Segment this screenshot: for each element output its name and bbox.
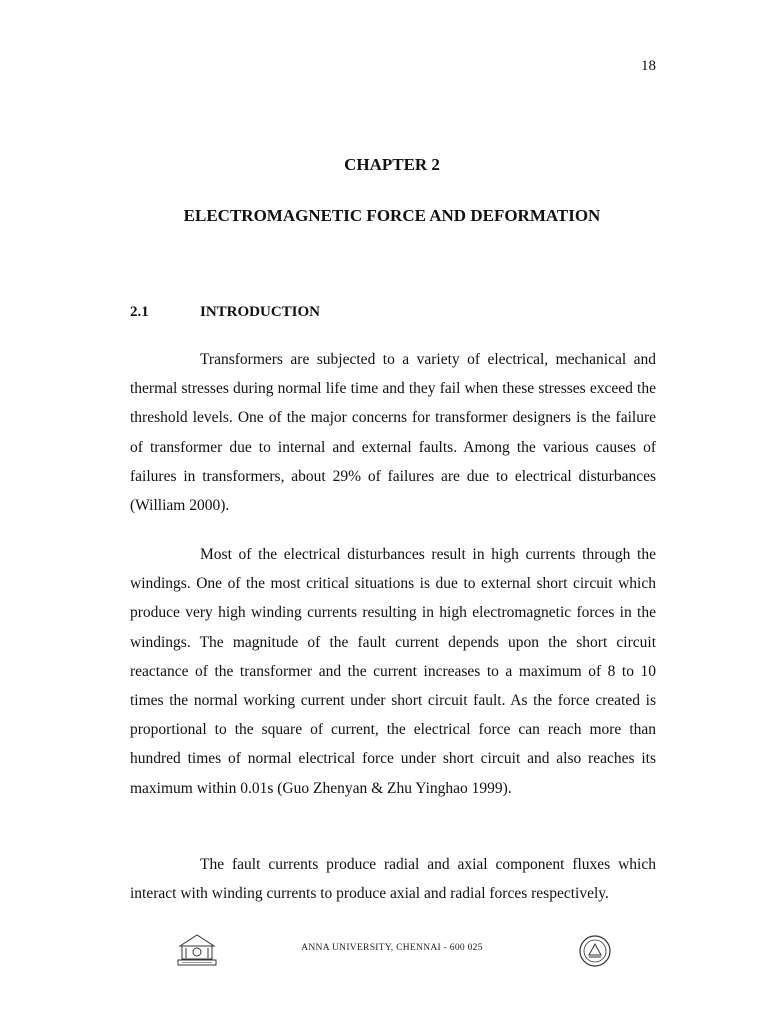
section-number: 2.1 <box>130 304 149 320</box>
page-footer <box>0 932 768 972</box>
section-title: INTRODUCTION <box>200 304 321 320</box>
university-seal-icon <box>578 934 612 973</box>
chapter-title: ELECTROMAGNETIC FORCE AND DEFORMATION <box>183 206 601 225</box>
page-number: 18 <box>641 58 656 74</box>
paragraph-1: Transformers are subjected to a variety of electrical, mechanical and thermal stresses during normal life time and they fail when these stresses exceed the threshold levels. One of the major concerns for transformer designers is the failure of transformer due to internal and external faults. Among the various causes of failures in transformers, about 29% of failures are due to electrical disturbances (William 2000). <box>130 351 656 515</box>
footer-text: ANNA UNIVERSITY, CHENNAI - 600 025 <box>301 943 483 953</box>
paragraph-3: The fault currents produce radial and axial component fluxes which interact with winding currents to produce axial and radial forces respectively. <box>130 856 656 903</box>
section-heading <box>130 304 320 321</box>
paragraph-2: Most of the electrical disturbances result in high currents through the windings. One of the most critical situations is due to external short circuit which produce very high winding currents resulting in high electromagnetic forces in the windings. The magnitude of the fault current depends upon the short circuit reactance of the transformer and the current increases to a maximum of 8 to 10 times the normal working current under short circuit fault. As the force created is proportional to the square of current, the electrical force can reach more than hundred times of normal electrical force under short circuit and also reaches its maximum within 0.01s (Guo Zhenyan & Zhu Yinghao 1999). <box>130 546 656 797</box>
chapter-label: CHAPTER 2 <box>344 155 440 174</box>
